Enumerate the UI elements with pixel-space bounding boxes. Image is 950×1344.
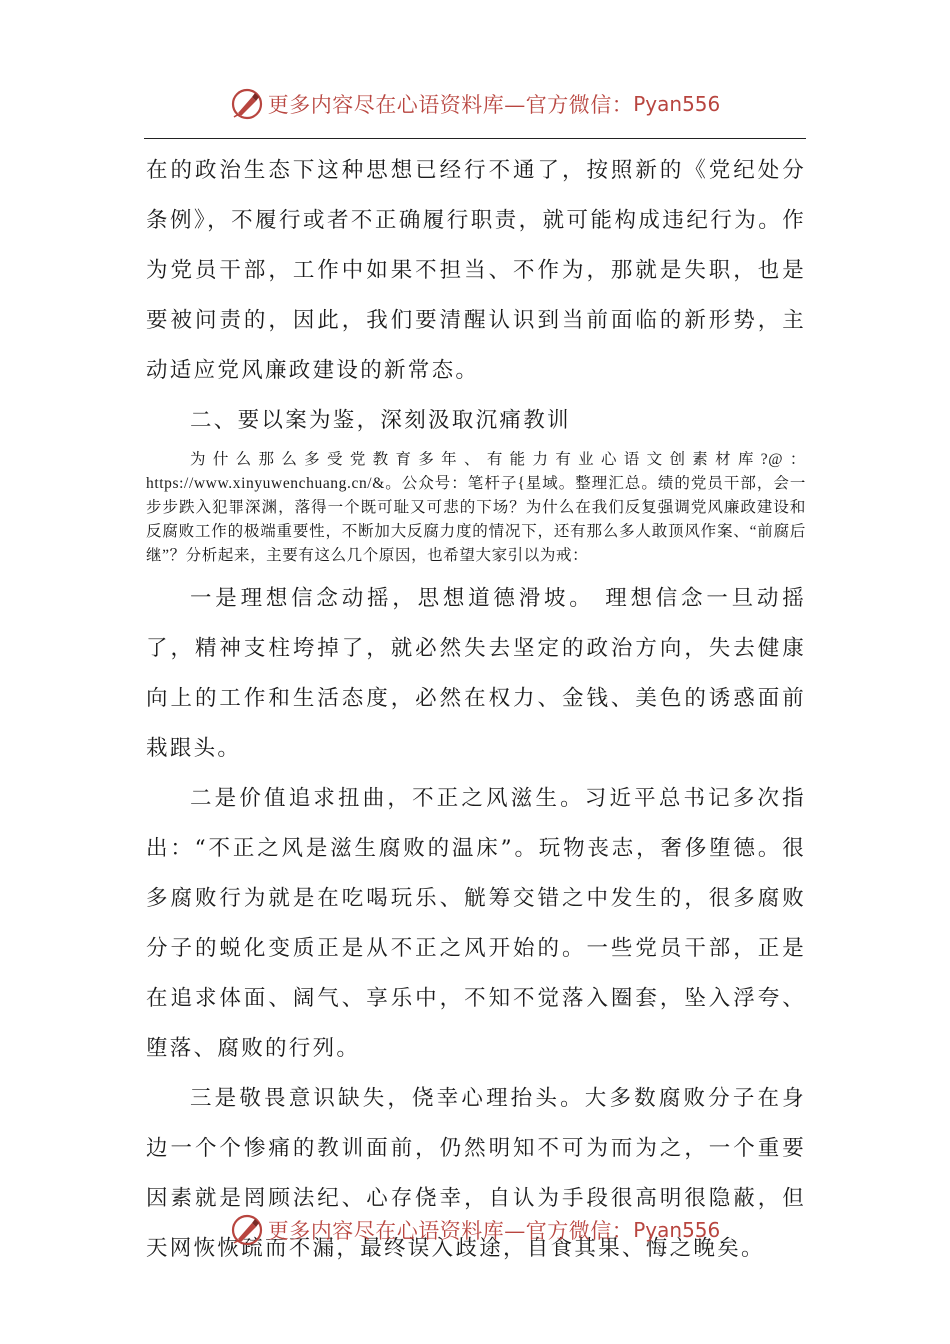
pen-nib-logo-icon bbox=[230, 87, 264, 121]
paragraph-3: 一是理想信念动摇，思想道德滑坡。 理想信念一旦动摇了，精神支柱垮掉了，就必然失去坚定的政治方向，失去健康向上的工作和生活态度，必然在权力、金钱、美色的诱惑面前栽跟头。 bbox=[146, 586, 806, 761]
header-wechat-id: Pyan556 bbox=[633, 92, 721, 116]
header-divider bbox=[144, 138, 806, 139]
section-heading-2: 二、要以案为鉴，深刻汲取沉痛教训 bbox=[190, 408, 571, 433]
paragraph-4: 二是价值追求扭曲，不正之风滋生。习近平总书记多次指出：“不正之风是滋生腐败的温床”。玩物丧志，奢侈堕德。很多腐败行为就是在吃喝玩乐、觥筹交错之中发生的，很多腐败分子的蜕化变质正是从不正之风开始的。一些党员干部，正是在追求体面、阔气、享乐中，不知不觉落入圈套，坠入浮夸、堕落、腐败的行列。 bbox=[146, 786, 806, 1061]
paragraph-1: 在的政治生态下这种思想已经行不通了，按照新的《党纪处分条例》，不履行或者不正确履行职责，就可能构成违纪行为。作为党员干部，工作中如果不担当、不作为，那就是失职，也是要被问责的，因此，我们要清醒认识到当前面临的新形势，主动适应党风廉政建设的新常态。 bbox=[146, 158, 806, 383]
paragraph-5: 三是敬畏意识缺失，侥幸心理抬头。大多数腐败分子在身边一个个惨痛的教训面前，仍然明知不可为而为之，一个重要因素就是罔顾法纪、心存侥幸，自认为手段很高明很隐蔽，但天网恢恢疏而不漏，最终误入歧途，自食其果、悔之晚矣。 bbox=[146, 1086, 806, 1261]
footer-banner-text: 更多内容尽在心语资料库—官方微信： bbox=[267, 1219, 634, 1243]
document-body bbox=[146, 146, 806, 1274]
paragraph-small: 为什么那么多受党教育多年、有能力有业心语文创素材库?@：https://www.xinyuwenchuang.cn/&。公众号：笔杆子{星域。整理汇总。绩的党员干部，会一步步跌入犯罪深渊，落得一个既可耻又可悲的下场？为什么在我们反复强调党风廉政建设和反腐败工作的极端重要性，不断加大反腐力度的情况下，还有那么多人敢顶风作案、“前腐后继”？分析起来，主要有这么几个原因，也希望大家引以为戒： bbox=[146, 451, 806, 564]
header-banner bbox=[0, 84, 950, 124]
footer-banner bbox=[0, 1210, 950, 1250]
footer-wechat-id: Pyan556 bbox=[633, 1218, 721, 1242]
header-banner-text: 更多内容尽在心语资料库—官方微信： bbox=[267, 93, 634, 117]
pen-nib-logo-icon bbox=[230, 1213, 264, 1247]
